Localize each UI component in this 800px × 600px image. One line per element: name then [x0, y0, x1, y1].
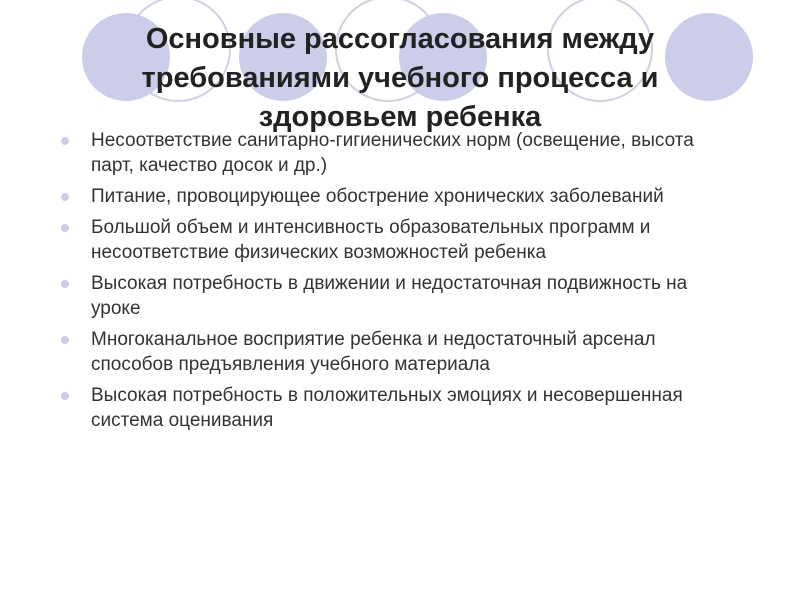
bullet-item — [58, 128, 738, 178]
bullet-list — [58, 128, 738, 439]
bullet-dot-icon — [61, 137, 69, 145]
bullet-text: Большой объем и интенсивность образовательных программ и несоответствие физических возможностей ребенка — [91, 217, 651, 263]
bullet-text: Высокая потребность в положительных эмоциях и несовершенная система оценивания — [91, 385, 683, 431]
title-line: здоровьем ребенка — [258, 101, 542, 133]
title-line: требованиями учебного процесса и — [141, 62, 659, 94]
title-line: Основные рассогласования между — [145, 23, 655, 55]
bullet-dot-icon — [61, 193, 69, 201]
bullet-item — [58, 271, 738, 321]
bullet-item — [58, 383, 738, 433]
bullet-item — [58, 184, 738, 209]
bullet-dot-icon — [61, 224, 69, 232]
bullet-text: Высокая потребность в движении и недостаточная подвижность на уроке — [91, 273, 688, 319]
bullet-text: Несоответствие санитарно-гигиенических норм (освещение, высота парт, качество досок и др.) — [91, 130, 694, 176]
slide-title — [60, 20, 740, 137]
bullet-dot-icon — [61, 280, 69, 288]
bullet-item — [58, 215, 738, 265]
bullet-dot-icon — [61, 336, 69, 344]
bullet-text: Питание, провоцирующее обострение хронических заболеваний — [91, 186, 664, 207]
bullet-text: Многоканальное восприятие ребенка и недостаточный арсенал способов предъявления учебного материала — [91, 329, 656, 375]
bullet-item — [58, 327, 738, 377]
bullet-dot-icon — [61, 392, 69, 400]
